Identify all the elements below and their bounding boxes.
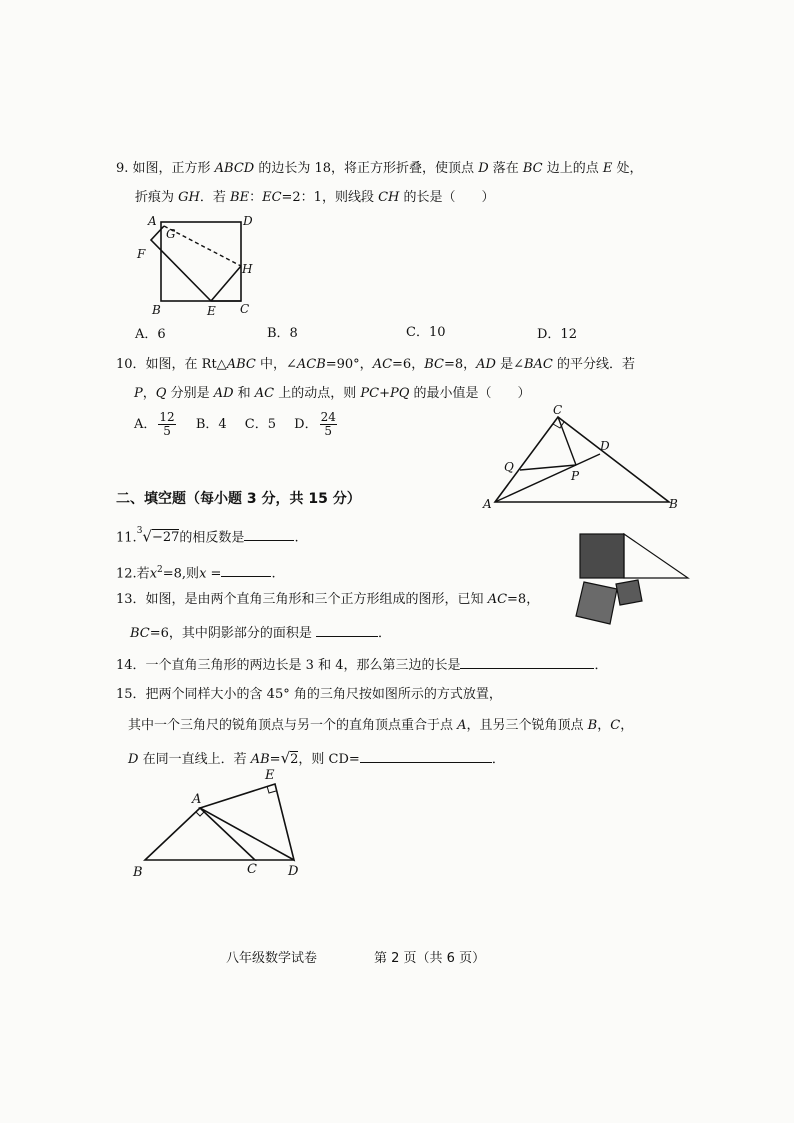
q15-label-D: D	[288, 864, 299, 879]
q13-shaded-square-right	[616, 580, 642, 605]
footer-subject: 八年级数学试卷	[226, 951, 318, 966]
q10-line1: 10．如图，在 Rt△ABC 中，∠ACB=90°，AC=6，BC=8，AD 是∠BAC 的平分线．若	[116, 357, 635, 372]
q15-answer-blank[interactable]	[360, 748, 492, 763]
q10-label-P: P	[571, 469, 580, 483]
q15-right-angle-e	[267, 786, 276, 793]
q14-text: 14．一个直角三角形的两边长是 3 和 4，那么第三边的长是 ．	[116, 654, 608, 675]
q13-line2: BC=6，其中阴影部分的面积是 ．	[130, 622, 391, 643]
q10-figure	[480, 400, 690, 515]
q10-label-B: B	[669, 497, 678, 511]
q11-cube-root: $^3$√−27	[136, 526, 180, 546]
q11-answer-blank[interactable]	[244, 526, 294, 541]
q10-triangle-abc	[495, 417, 669, 502]
q10-label-C: C	[553, 403, 563, 417]
q10-option-d: D． $\frac{24}{5}$	[294, 410, 336, 438]
q9-label-B: B	[152, 303, 161, 317]
q15-line3: D 在同一直线上．若 AB=√2，则 CD= ．	[128, 749, 505, 767]
q15-line2: 其中一个三角尺的锐角顶点与另一个的直角顶点重合于点 A，且另三个锐角顶点 B，C，	[128, 718, 634, 733]
q14-answer-blank[interactable]	[460, 654, 594, 669]
q15-sqrt: √2	[280, 749, 299, 767]
q13-shaded-square-left	[576, 582, 617, 624]
q9-label-F: F	[137, 247, 146, 261]
q9-label-H: H	[242, 262, 253, 276]
q9-figure	[130, 210, 265, 320]
footer-page-number: 第 2 页（共 6 页）	[374, 951, 486, 966]
q15-figure	[125, 762, 315, 882]
section-fill-in-blank-title: 二、填空题（每小题 3 分，共 15 分）	[116, 491, 361, 507]
q10-line2: P，Q 分别是 AD 和 AC 上的动点，则 PC+PQ 的最小值是（ ）	[134, 386, 531, 401]
q9-label-D: D	[243, 214, 253, 228]
q13-answer-blank[interactable]	[316, 622, 378, 637]
q13-shaded-square-top	[580, 534, 624, 578]
q15-label-B: B	[133, 865, 143, 880]
q10-option-d-fraction: $\frac{24}{5}$	[320, 410, 336, 438]
q10-options	[134, 411, 339, 438]
q15-label-C: C	[247, 862, 257, 877]
q10-option-c: C．5	[244, 417, 276, 432]
q9-label-C: C	[240, 302, 250, 316]
q9-option-c: C．10	[406, 325, 446, 340]
q11-text: 11.$^3$√−27的相反数是 .	[116, 526, 299, 546]
q9-option-b: B．8	[267, 326, 298, 341]
q9-label-G: G	[166, 227, 176, 241]
q9-folded-edges	[151, 226, 241, 301]
q10-option-b: B．4	[195, 417, 227, 432]
q15-label-E: E	[265, 768, 275, 783]
q9-segment-eh	[211, 266, 241, 301]
q9-line2: 折痕为 GH．若 BE：EC=2：1，则线段 CH 的长是（ ）	[135, 190, 495, 205]
q15-right-angle-a	[196, 812, 204, 816]
q9-label-A: A	[148, 214, 157, 228]
q15-line1: 15．把两个同样大小的含 45° 角的三角尺按如图所示的方式放置，	[116, 687, 502, 702]
q15-label-A: A	[192, 792, 202, 807]
q13-figure	[554, 528, 694, 643]
q9-line1: 9. 如图，正方形 ABCD 的边长为 18，将正方形折叠，使顶点 D 落在 BC 边上的点 E 处，	[116, 161, 643, 176]
q12-answer-blank[interactable]	[221, 562, 271, 577]
q9-option-a: A．6	[135, 327, 166, 342]
q10-label-D: D	[600, 439, 610, 453]
q9-option-d: D．12	[537, 327, 577, 342]
q9-label-E: E	[207, 304, 216, 318]
q10-label-Q: Q	[504, 460, 514, 474]
q10-label-A: A	[483, 497, 492, 511]
q10-option-a: A． $\frac{12}{5}$	[134, 410, 175, 438]
q13-line1: 13．如图，是由两个直角三角形和三个正方形组成的图形，已知 AC=8，	[116, 592, 540, 607]
q13-right-triangle	[624, 534, 688, 578]
q12-text: 12.若$x^2=8$,则x = .	[116, 561, 276, 583]
q10-option-a-fraction: $\frac{12}{5}$	[159, 410, 175, 438]
